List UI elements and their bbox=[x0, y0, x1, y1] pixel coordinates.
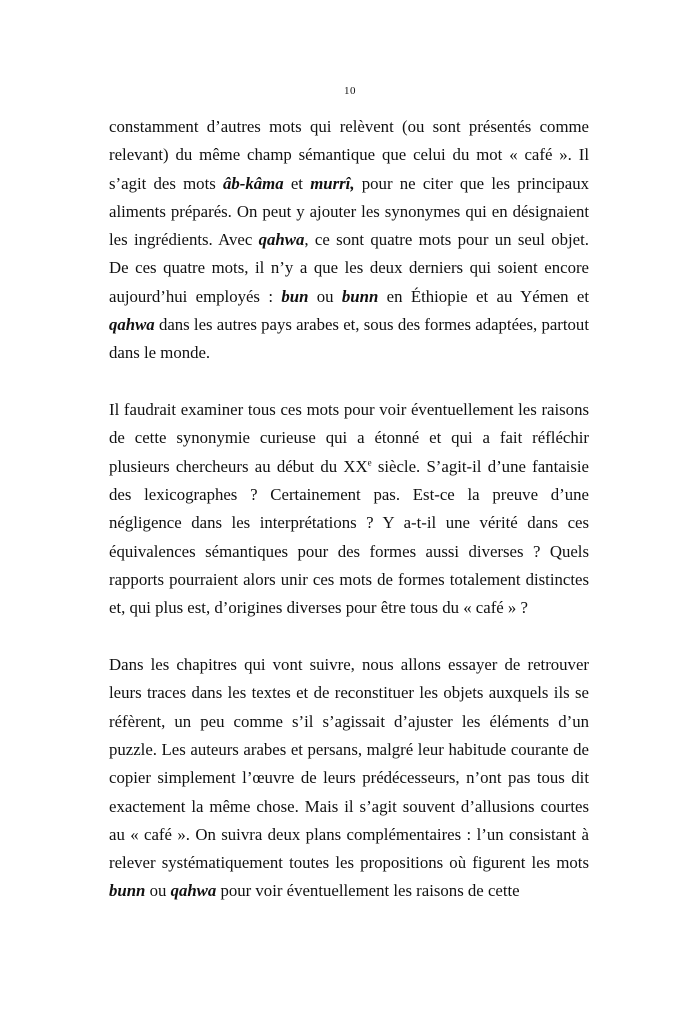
text-segment: dans les autres pays arabes et, sous des formes adaptées, partout dans le monde. bbox=[109, 315, 589, 363]
italic-term: bunn bbox=[341, 286, 379, 306]
text-segment: Il faudrait examiner tous ces mots pour voir éventuellement les raisons de cette synonymie curieuse qui a étonné et qui a fait réfléchir plusieurs chercheurs au début du XX bbox=[109, 400, 589, 476]
italic-term: bunn bbox=[109, 881, 146, 901]
superscript: e bbox=[367, 457, 372, 468]
text-segment: et bbox=[283, 173, 311, 193]
italic-term: bun bbox=[281, 286, 309, 306]
text-segment: pour voir éventuellement les raisons de cette bbox=[216, 881, 520, 901]
text-segment: Dans les chapitres qui vont suivre, nous allons essayer de retrouver leurs traces dans les textes et de reconstituer les objets auxquels ils se réfèrent, un peu comme s’il s’agissait d’ajuster les éléments d’un puzzle. Les auteurs arabes et persans, malgré leur habitude courante de copier simplement l’œuvre de leurs prédécesseurs, n’ont pas tous dit exactement la même chose. Mais il s’agit souvent d’allusions courtes au « café ». On suivra deux plans complémentaires : l’un consistant à relever systématiquement toutes les propositions où figurent les mots bbox=[109, 655, 589, 873]
paragraph-1 bbox=[109, 113, 589, 368]
text-segment: siècle. S’agit-il d’une fantaisie des lexicographes ? Certainement pas. Est-ce la preuve d’une négligence dans les interprétations ? Y a-t-il une vérité dans ces équivalences sémantiques pour des formes aussi diverses ? Quels rapports pourraient alors unir ces mots de formes totalement distinctes et, qui plus est, d’origines diverses pour être tous du « café » ? bbox=[109, 456, 589, 618]
text-segment: constamment d’autres mots qui relèvent (ou sont présentés comme relevant) du même champ sémantique que celui du mot « café ». Il s’agit des mots bbox=[109, 117, 589, 193]
italic-term: âb-kâma bbox=[223, 173, 284, 193]
document-body bbox=[109, 113, 589, 906]
text-segment: , ce sont quatre mots pour un seul objet. De ces quatre mots, il n’y a que les deux derniers qui soient encore aujourd’hui employés : bbox=[109, 230, 589, 306]
italic-term: qahwa bbox=[170, 881, 217, 901]
paragraph-3 bbox=[109, 651, 589, 906]
text-segment: ou bbox=[145, 881, 171, 901]
italic-term: murrî, bbox=[310, 173, 355, 193]
italic-term: qahwa bbox=[258, 230, 305, 250]
paragraph-2 bbox=[109, 396, 589, 622]
text-segment: ou bbox=[308, 286, 342, 306]
page-number: 10 bbox=[344, 85, 356, 97]
text-segment: pour ne citer que les principaux aliments préparés. On peut y ajouter les synonymes qui en désignaient les ingrédients. Avec bbox=[109, 173, 590, 250]
italic-term: qahwa bbox=[109, 315, 155, 335]
text-segment: en Éthiopie et au Yémen et bbox=[378, 286, 590, 306]
